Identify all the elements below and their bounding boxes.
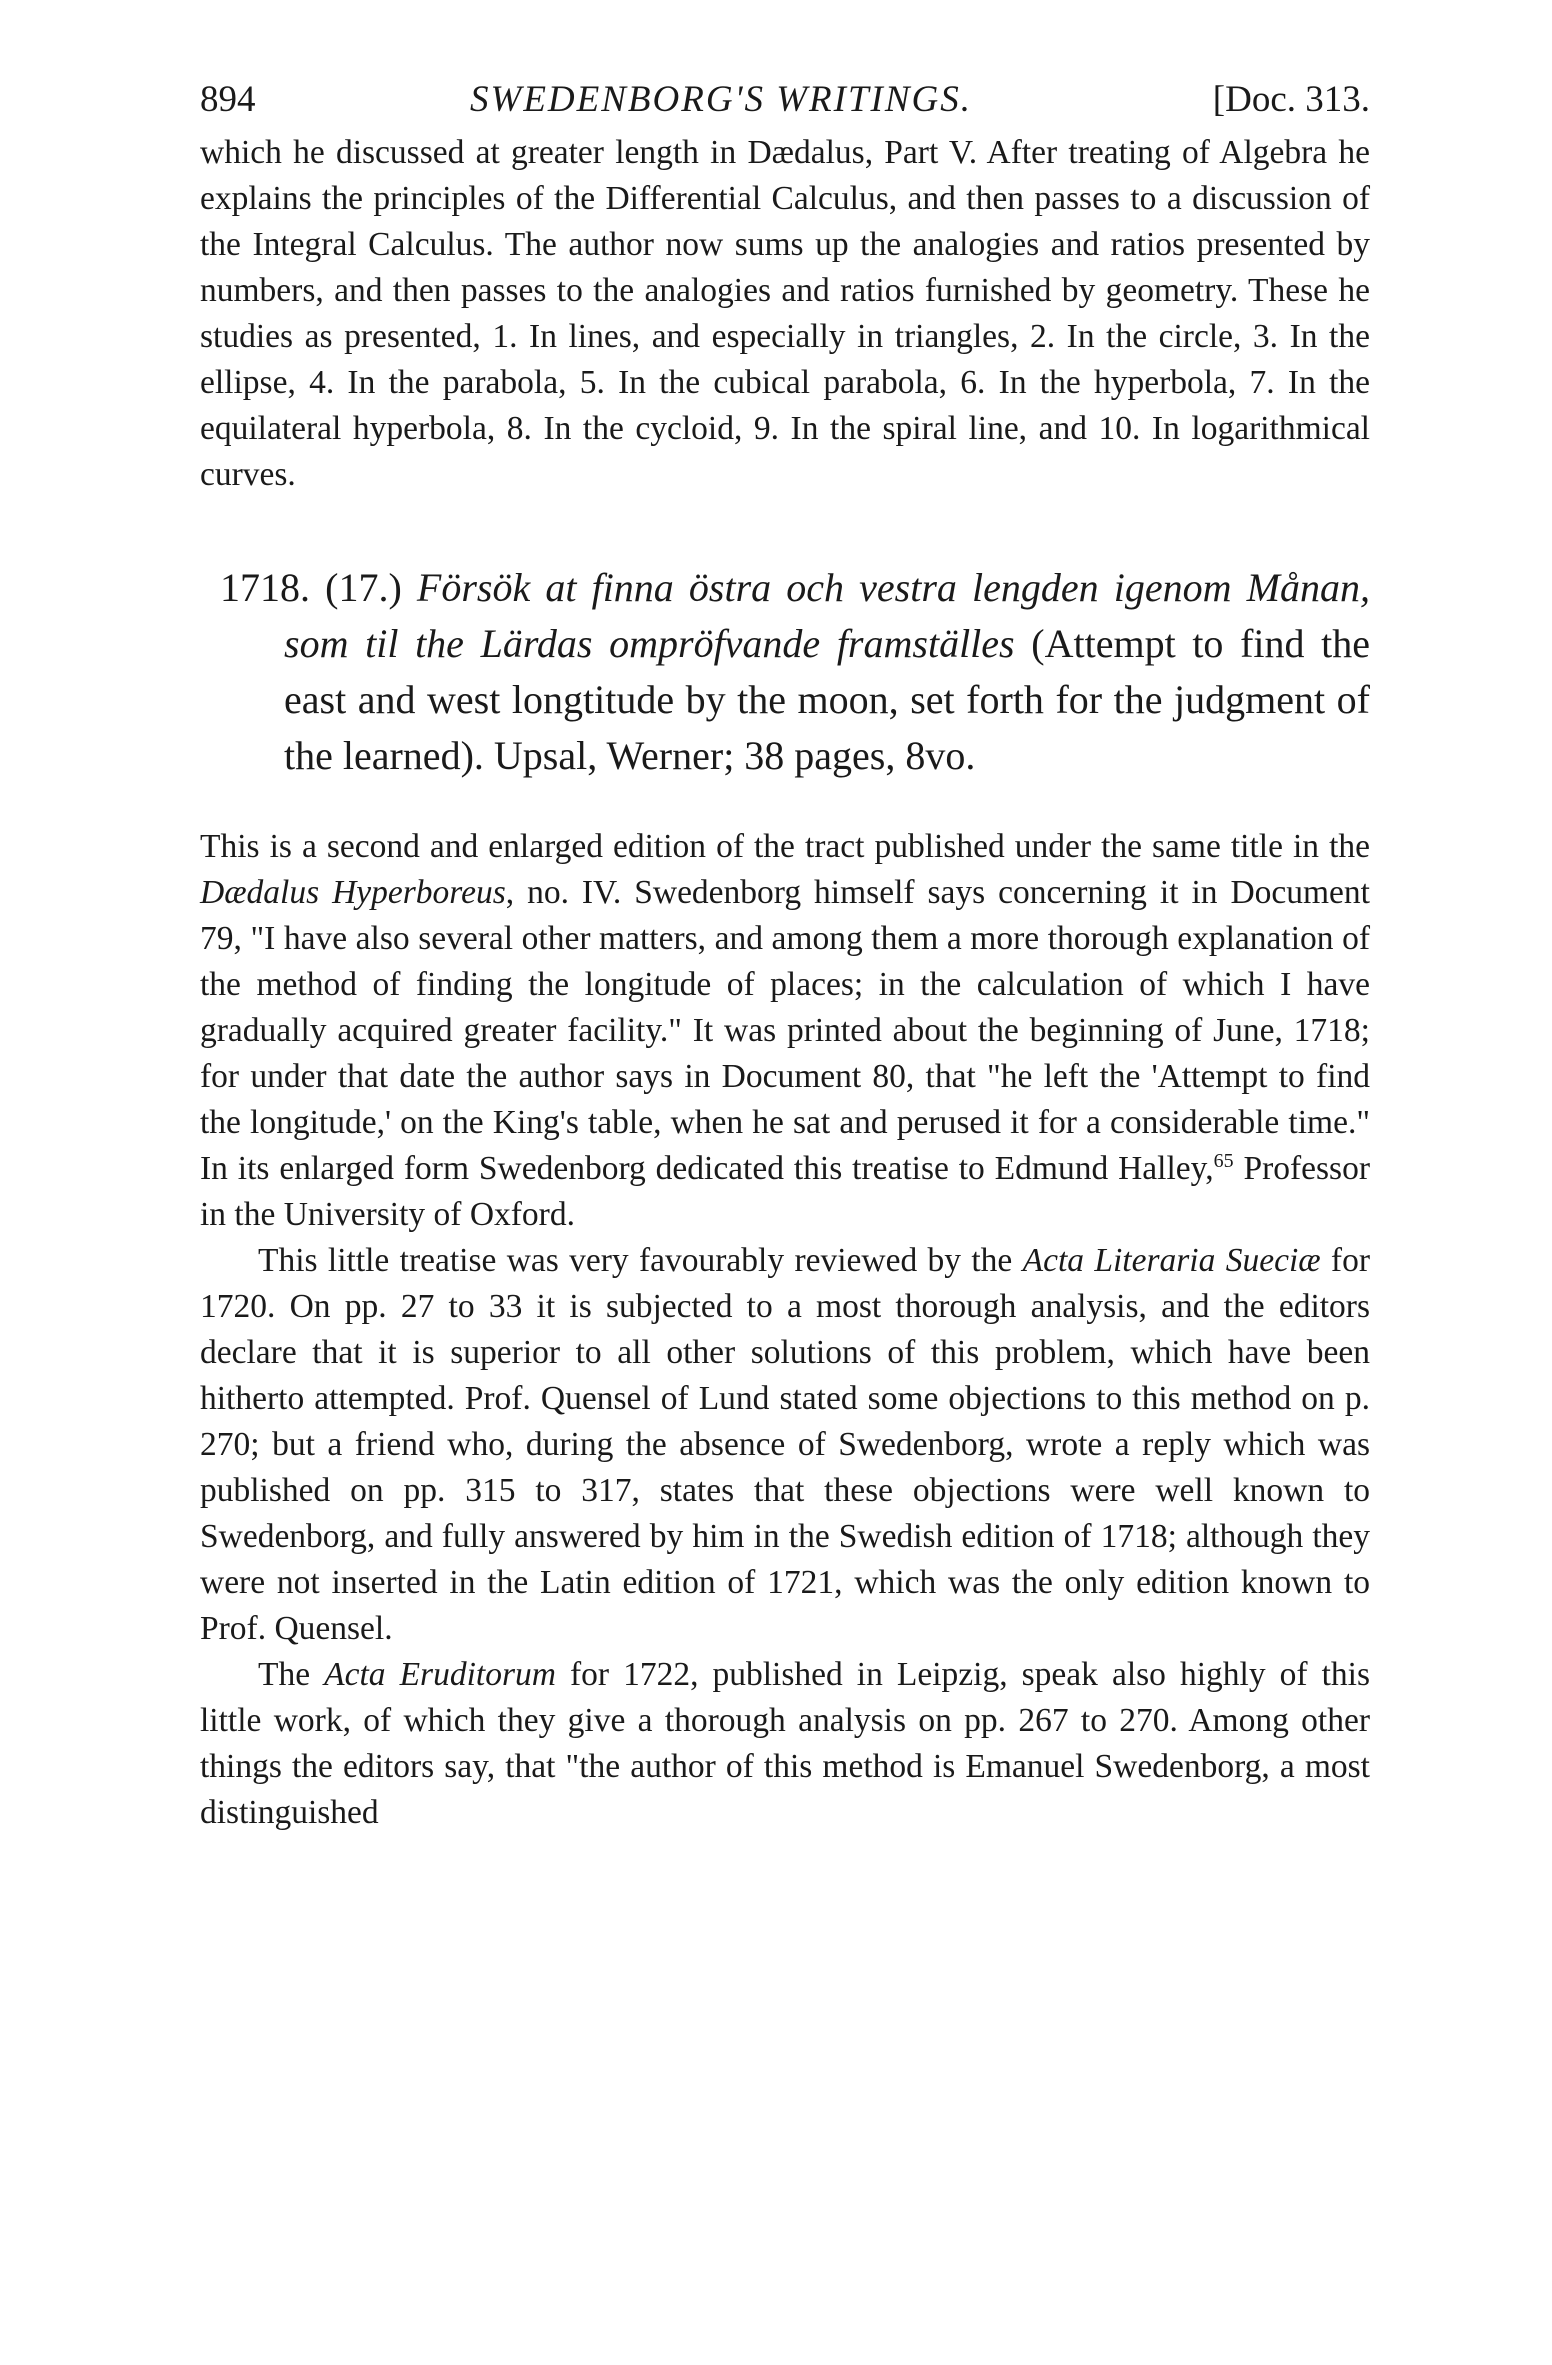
- entry-english-translation: (Attempt to find the east and west longtitude by the moon, set forth for the judgment of the learned).: [284, 621, 1371, 778]
- book-page: [200, 70, 1370, 1836]
- entry-notes: [200, 824, 1370, 1836]
- running-title: SWEDENBORG'S WRITINGS.: [470, 79, 973, 120]
- intro-paragraph: which he discussed at greater length in Dædalus, Part V. After treating of Algebra he explains the principles of the Differential Calculus, and then passes to a discussion of the Integral Calculus. The author now sums up the analogies and ratios presented by numbers, and then passes to the analogies and ratios furnished by geometry. These he studies as presented, 1. In lines, and especially in triangles, 2. In the circle, 3. In the ellipse, 4. In the parabola, 5. In the cubical parabola, 6. In the hyperbola, 7. In the equilateral hyperbola, 8. In the cycloid, 9. In the spiral line, and 10. In logarithmical curves.: [200, 134, 1370, 493]
- entry-year-number: 1718. (17.): [220, 565, 402, 610]
- entry-publication: Upsal, Werner; 38 pages, 8vo.: [493, 733, 976, 778]
- bibliography-entry: [220, 560, 1370, 784]
- paragraph-2: This little treatise was very favourably reviewed by the Acta Literaria Sueciæ for 1720. On pp. 27 to 33 it is subjected to a most thorough analysis, and the editors declare that it is superior to all other solutions of this problem, which have been hitherto attempted. Prof. Quensel of Lund stated some objections to this method on p. 270; but a friend who, during the absence of Swedenborg, wrote a reply which was published on pp. 315 to 317, states that these objections were well known to Swedenborg, and fully answered by him in the Swedish edition of 1718; although they were not inserted in the Latin edition of 1721, which was the only edition known to Prof. Quensel.: [200, 1242, 1370, 1647]
- entry-swedish-title: Försök at finna östra och vestra lengden igenom Månan, som til the Lärdas ompröfvande framställes: [284, 565, 1370, 666]
- body-text: [200, 130, 1370, 498]
- page-number: 894: [200, 79, 256, 120]
- paragraph-1: This is a second and enlarged edition of the tract published under the same title in the Dædalus Hyperboreus, no. IV. Swedenborg himself says concerning it in Document 79, "I have also several other matters, and among them a more thorough explanation of the method of finding the longitude of places; in the calculation of which I have gradually acquired greater facility." It was printed about the beginning of June, 1718; for under that date the author says in Document 80, that "he left the 'Attempt to find the longitude,' on the King's table, when he sat and perused it for a considerable time." In its enlarged form Swedenborg dedicated this treatise to Edmund Halley,$^{65}$ Professor in the University of Oxford.: [200, 828, 1370, 1233]
- document-reference: [Doc. 313.: [1212, 79, 1370, 120]
- footnote-reference: 65: [1213, 1149, 1234, 1172]
- running-head: [200, 70, 1370, 130]
- paragraph-3: The Acta Eruditorum for 1722, published in Leipzig, speak also highly of this little work, of which they give a thorough analysis on pp. 267 to 270. Among other things the editors say, that "the author of this method is Emanuel Swedenborg, a most distinguished: [200, 1656, 1370, 1831]
